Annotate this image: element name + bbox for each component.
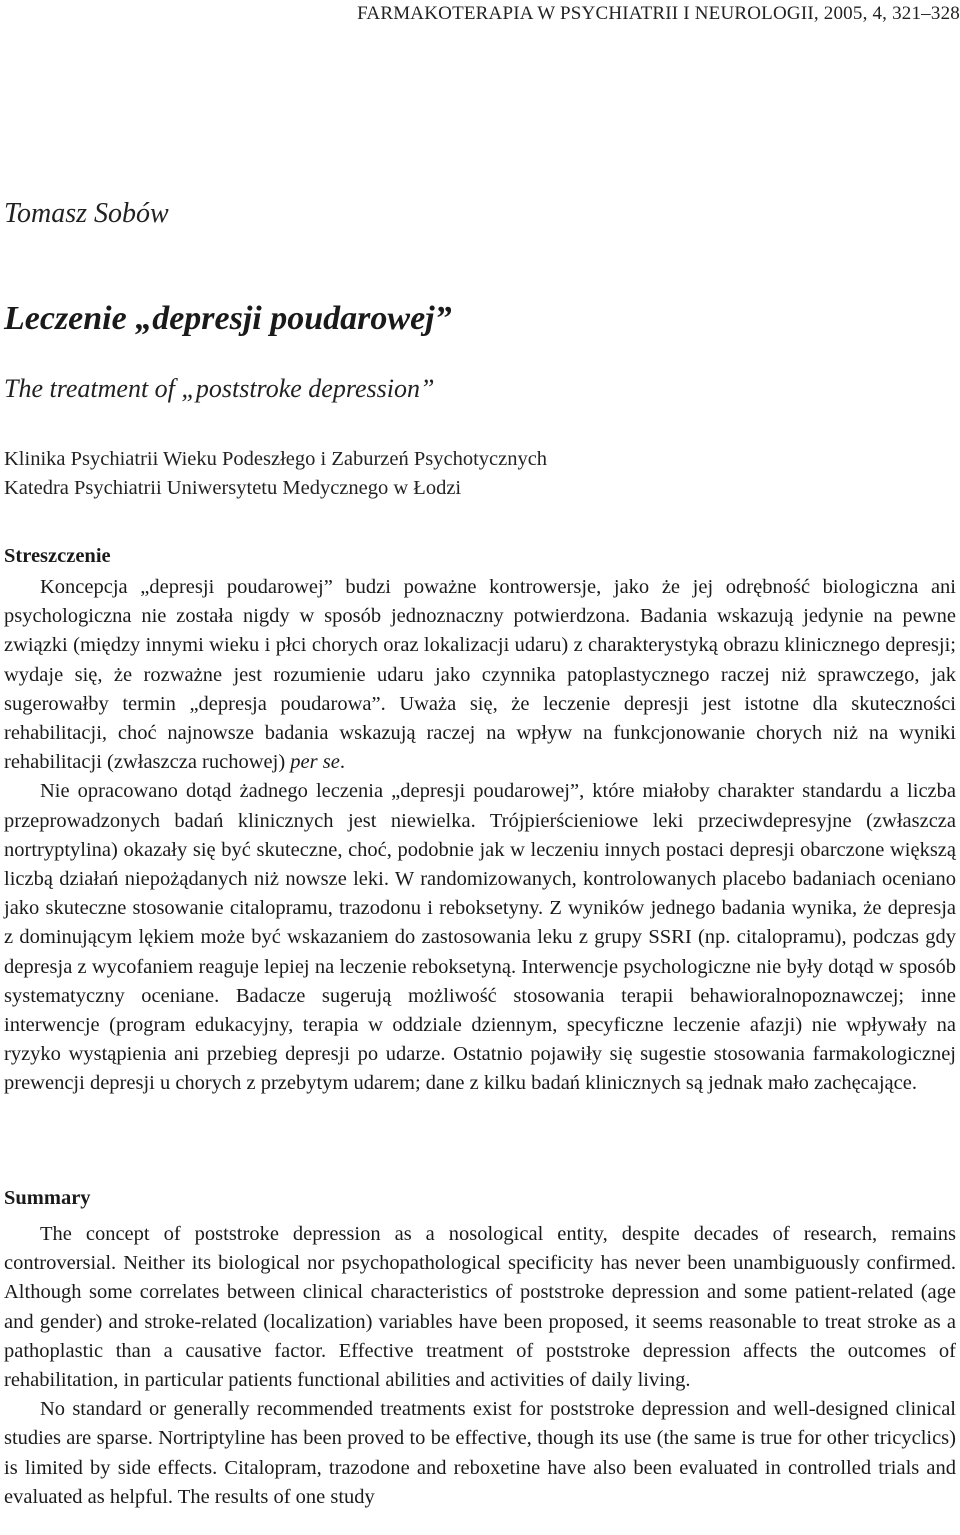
abstract-polish [4, 573, 956, 1099]
abstract-english-paragraph-1: The concept of poststroke depression as a nosological entity, despite decades of research, remains controversial. Neither its biological nor psychopathological specificity has never been unambiguously confirmed. Although some correlates between clinical characteristics of poststroke depression and some patient-related (age and gender) and stroke-related (localization) variables have been proposed, it seems reasonable to treat stroke as a pathoplastic than a causative factor. Effective treatment of poststroke depression affects the outcomes of rehabilitation, in particular patients functional abilities and activities of daily living. [4, 1223, 956, 1392]
abstract-heading-english: Summary [4, 1187, 91, 1209]
article-title-polish: Leczenie „depresji poudarowej” [4, 300, 452, 337]
affiliation [4, 445, 547, 503]
abstract-polish-paragraph-1 [4, 573, 956, 777]
abstract-polish-p1-italic: per se [290, 751, 340, 774]
article-title-english: The treatment of „poststroke depression” [4, 374, 435, 403]
abstract-heading-polish: Streszczenie [4, 545, 111, 567]
running-header: FARMAKOTERAPIA W PSYCHIATRII I NEUROLOGII, 2005, 4, 321–328 [357, 3, 960, 24]
affiliation-line-clinic: Klinika Psychiatrii Wieku Podeszłego i Zaburzeń Psychotycznych [4, 448, 548, 470]
abstract-english-paragraph-2: No standard or generally recommended treatments exist for poststroke depression and well-designed clinical studies are sparse. Nortriptyline has been proved to be effective, though its use (the same is true for other tricyclics) is limited by side effects. Citalopram, trazodone and reboxetine have also been evaluated in controlled trials and evaluated as helpful. The results of one study [4, 1398, 956, 1508]
abstract-polish-paragraph-2: Nie opracowano dotąd żadnego leczenia „depresji poudarowej”, które miałoby charakter standardu a liczba przeprowadzonych badań klinicznych jest niewielka. Trójpierścieniowe leki przeciwdepresyjne (zwłaszcza nortryptylina) okazały się być skuteczne, choć, podobnie jak w leczeniu innych postaci depresji obarczone większą liczbą działań niepożądanych niż nowsze leki. W randomizowanych, kontrolowanych placebo badaniach oceniano jako skuteczne stosowanie citalopramu, trazodonu i reboksetyny. Z wyników jednego badania wynika, że depresja z dominującym lękiem może być wskazaniem do zastosowania leku z grupy SSRI (np. citalopramu), podczas gdy depresja z wycofaniem reaguje lepiej na leczenie reboksetyną. Interwencje psychologiczne nie były dotąd w sposób systematyczny oceniane. Badacze sugerują możliwość stosowania terapii behawioralnopoznawczej; inne interwencje (program edukacyjny, terapia w oddziale dziennym, specyficzne leczenie afazji) nie wpływały na ryzyko wystąpienia ani przebieg depresji po udarze. Ostatnio pojawiły się sugestie stosowania farmakologicznej prewencji depresji u chorych z przebytym udarem; dane z kilku badań klinicznych są jednak mało zachęcające. [4, 780, 956, 1095]
affiliation-line-department: Katedra Psychiatrii Uniwersytetu Medycznego w Łodzi [4, 477, 462, 499]
abstract-polish-p1-text: Koncepcja „depresji poudarowej” budzi poważne kontrowersje, jako że jej odrębność biologiczna ani psychologiczna nie została nigdy w sposób jednoznaczny potwierdzona. Badania wskazują jedynie na pewne związki (między innymi wieku i płci chorych oraz lokalizacji udaru) z charakterystyką obrazu klinicznego depresji; wydaje się, że rozważne jest rozumienie udaru jako czynnika patoplastycznego raczej niż sprawczego, jak sugerowałby termin „depresja poudarowa”. Uważa się, że leczenie depresji jest istotne dla skuteczności rehabilitacji, choć najnowsze badania wskazują raczej na wpływ na funkcjonowanie chorych niż na wyniki rehabilitacji (zwłaszcza ruchowej) [4, 576, 956, 774]
author-name: Tomasz Sobów [4, 198, 169, 229]
abstract-polish-p1-end: . [339, 751, 345, 774]
abstract-english [4, 1220, 956, 1512]
